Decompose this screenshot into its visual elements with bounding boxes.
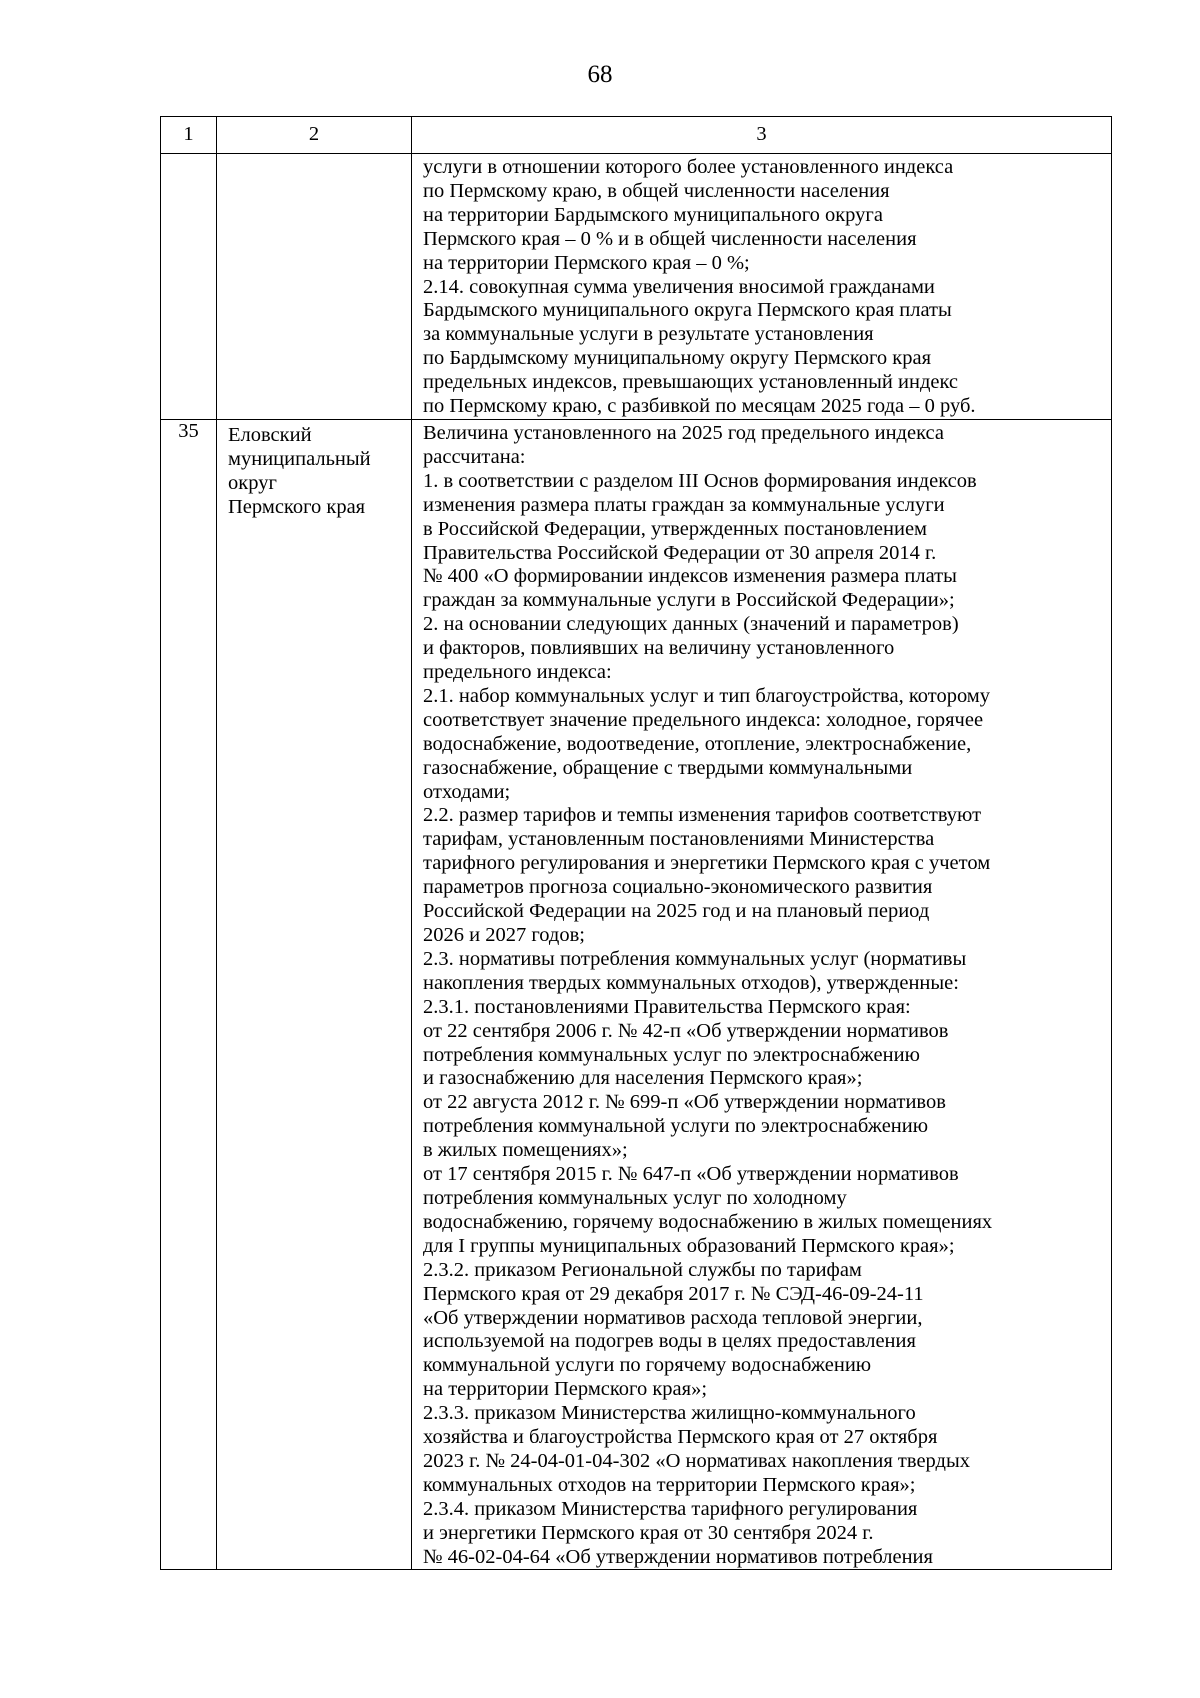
description-line: для I группы муниципальных образований Пермского края»; [423, 1234, 955, 1257]
table-row [161, 419, 1112, 1570]
description-line: Пермского края – 0 % и в общей численности населения [423, 227, 917, 250]
description-line: 2.3.2. приказом Региональной службы по тарифам [423, 1258, 862, 1281]
table-row [161, 154, 1112, 420]
description-line: предельных индексов, превышающих установленный индекс [423, 371, 959, 394]
municipality-name-line: Еловский [228, 423, 312, 446]
municipality-name-line: округ [228, 471, 277, 494]
description-line: 2.3.4. приказом Министерства тарифного регулирования [423, 1497, 918, 1520]
page-number: 68 [587, 61, 613, 88]
description-line: используемой на подогрев воды в целях предоставления [423, 1330, 916, 1353]
municipality-name-line: муниципальный [228, 447, 371, 470]
table-header [161, 117, 1112, 154]
description-line: отходами; [423, 780, 511, 803]
description-line: 1. в соответствии с разделом III Основ формирования индексов [423, 469, 977, 492]
document-table [160, 116, 1112, 1570]
description-line: 2023 г. № 24-04-01-04-302 «О нормативах накопления твердых [423, 1449, 970, 1472]
description-line: по Пермскому краю, в общей численности населения [423, 179, 890, 202]
description-line: водоснабжение, водоотведение, отопление, электроснабжение, [423, 732, 972, 755]
table-header-row [161, 117, 1112, 154]
header-col-3: 3 [412, 117, 1112, 154]
description-line: № 46-02-04-64 «Об утверждении нормативов потребления [423, 1545, 933, 1568]
description-line: тарифного регулирования и энергетики Пермского края с учетом [423, 852, 991, 875]
description-line: потребления коммунальных услуг по холодному [423, 1186, 847, 1209]
description-line: 2.3. нормативы потребления коммунальных услуг (нормативы [423, 947, 967, 970]
header-col-2: 2 [217, 117, 412, 154]
description-line: услуги в отношении которого более установленного индекса [423, 156, 954, 178]
description-line: Правительства Российской Федерации от 30 апреля 2014 г. [423, 541, 937, 564]
description-line: 2.2. размер тарифов и темпы изменения тарифов соответствуют [423, 804, 982, 827]
description-line: № 400 «О формировании индексов изменения размера платы [423, 565, 957, 588]
description-line: «Об утверждении нормативов расхода тепловой энергии, [423, 1306, 923, 1329]
description-line: от 17 сентября 2015 г. № 647-п «Об утверждении нормативов [423, 1163, 959, 1186]
description-line: Российской Федерации на 2025 год и на плановый период [423, 900, 930, 923]
description-line: 2.14. совокупная сумма увеличения вносимой гражданами [423, 275, 935, 298]
description-line: 2026 и 2027 годов; [423, 924, 585, 946]
row-number-cell: 35 [161, 419, 217, 1570]
description-line: от 22 сентября 2006 г. № 42-п «Об утверждении нормативов [423, 1019, 949, 1042]
description-line: 2. на основании следующих данных (значений и параметров) [423, 613, 959, 636]
description-line: потребления коммунальной услуги по электроснабжению [423, 1115, 929, 1138]
description-line: тарифам, установленным постановлениями Министерства [423, 828, 935, 851]
description-line: потребления коммунальных услуг по электроснабжению [423, 1043, 920, 1066]
description-line: в жилых помещениях»; [423, 1139, 628, 1162]
description-line: хозяйства и благоустройства Пермского края от 27 октября [423, 1426, 938, 1449]
description-line: предельного индекса: [423, 661, 612, 684]
description-line: в Российской Федерации, утвержденных постановлением [423, 517, 928, 540]
description-cell [412, 419, 1112, 1570]
description-line: газоснабжение, обращение с твердыми коммунальными [423, 756, 913, 779]
description-line: Бардымского муниципального округа Пермского края платы [423, 299, 952, 322]
description-line: соответствует значение предельного индекса: холодное, горячее [423, 708, 984, 731]
description-line: 2.3.3. приказом Министерства жилищно-коммунального [423, 1402, 916, 1425]
description-line: водоснабжению, горячему водоснабжению в жилых помещениях [423, 1210, 993, 1233]
description-line: коммунальных отходов на территории Пермского края»; [423, 1473, 916, 1496]
description-line: от 22 августа 2012 г. № 699-п «Об утверждении нормативов [423, 1091, 946, 1114]
row-number-cell [161, 154, 217, 420]
table-body [161, 154, 1112, 1570]
description-line: и энергетики Пермского края от 30 сентября 2024 г. [423, 1521, 874, 1544]
description-line: по Бардымскому муниципальному округу Пермского края [423, 347, 932, 370]
description-line: Пермского края от 29 декабря 2017 г. № СЭД-46-09-24-11 [423, 1282, 924, 1305]
description-line: Величина установленного на 2025 год предельного индекса [423, 421, 944, 444]
description-line: 2.3.1. постановлениями Правительства Пермского края: [423, 995, 911, 1018]
description-line: изменения размера платы граждан за коммунальные услуги [423, 493, 945, 516]
description-line: на территории Пермского края – 0 %; [423, 251, 750, 274]
description-line: на территории Бардымского муниципального округа [423, 203, 883, 226]
description-line: и факторов, повлиявших на величину установленного [423, 637, 895, 660]
municipality-cell [217, 154, 412, 420]
description-line: граждан за коммунальные услуги в Российской Федерации»; [423, 589, 955, 612]
description-line: коммунальной услуги по горячему водоснабжению [423, 1354, 872, 1377]
description-line: рассчитана: [423, 445, 526, 468]
description-line: параметров прогноза социально-экономического развития [423, 876, 933, 899]
description-line: на территории Пермского края»; [423, 1378, 708, 1401]
header-col-1: 1 [161, 117, 217, 154]
description-cell [412, 154, 1112, 420]
description-line: накопления твердых коммунальных отходов), утвержденные: [423, 971, 959, 994]
municipality-name-line: Пермского края [228, 495, 366, 518]
description-line: 2.1. набор коммунальных услуг и тип благоустройства, которому [423, 684, 991, 707]
description-line: и газоснабжению для населения Пермского края»; [423, 1067, 863, 1090]
municipality-cell [217, 419, 412, 1570]
description-line: за коммунальные услуги в результате установления [423, 323, 874, 346]
description-line: по Пермскому краю, с разбивкой по месяцам 2025 года – 0 руб. [423, 395, 976, 418]
